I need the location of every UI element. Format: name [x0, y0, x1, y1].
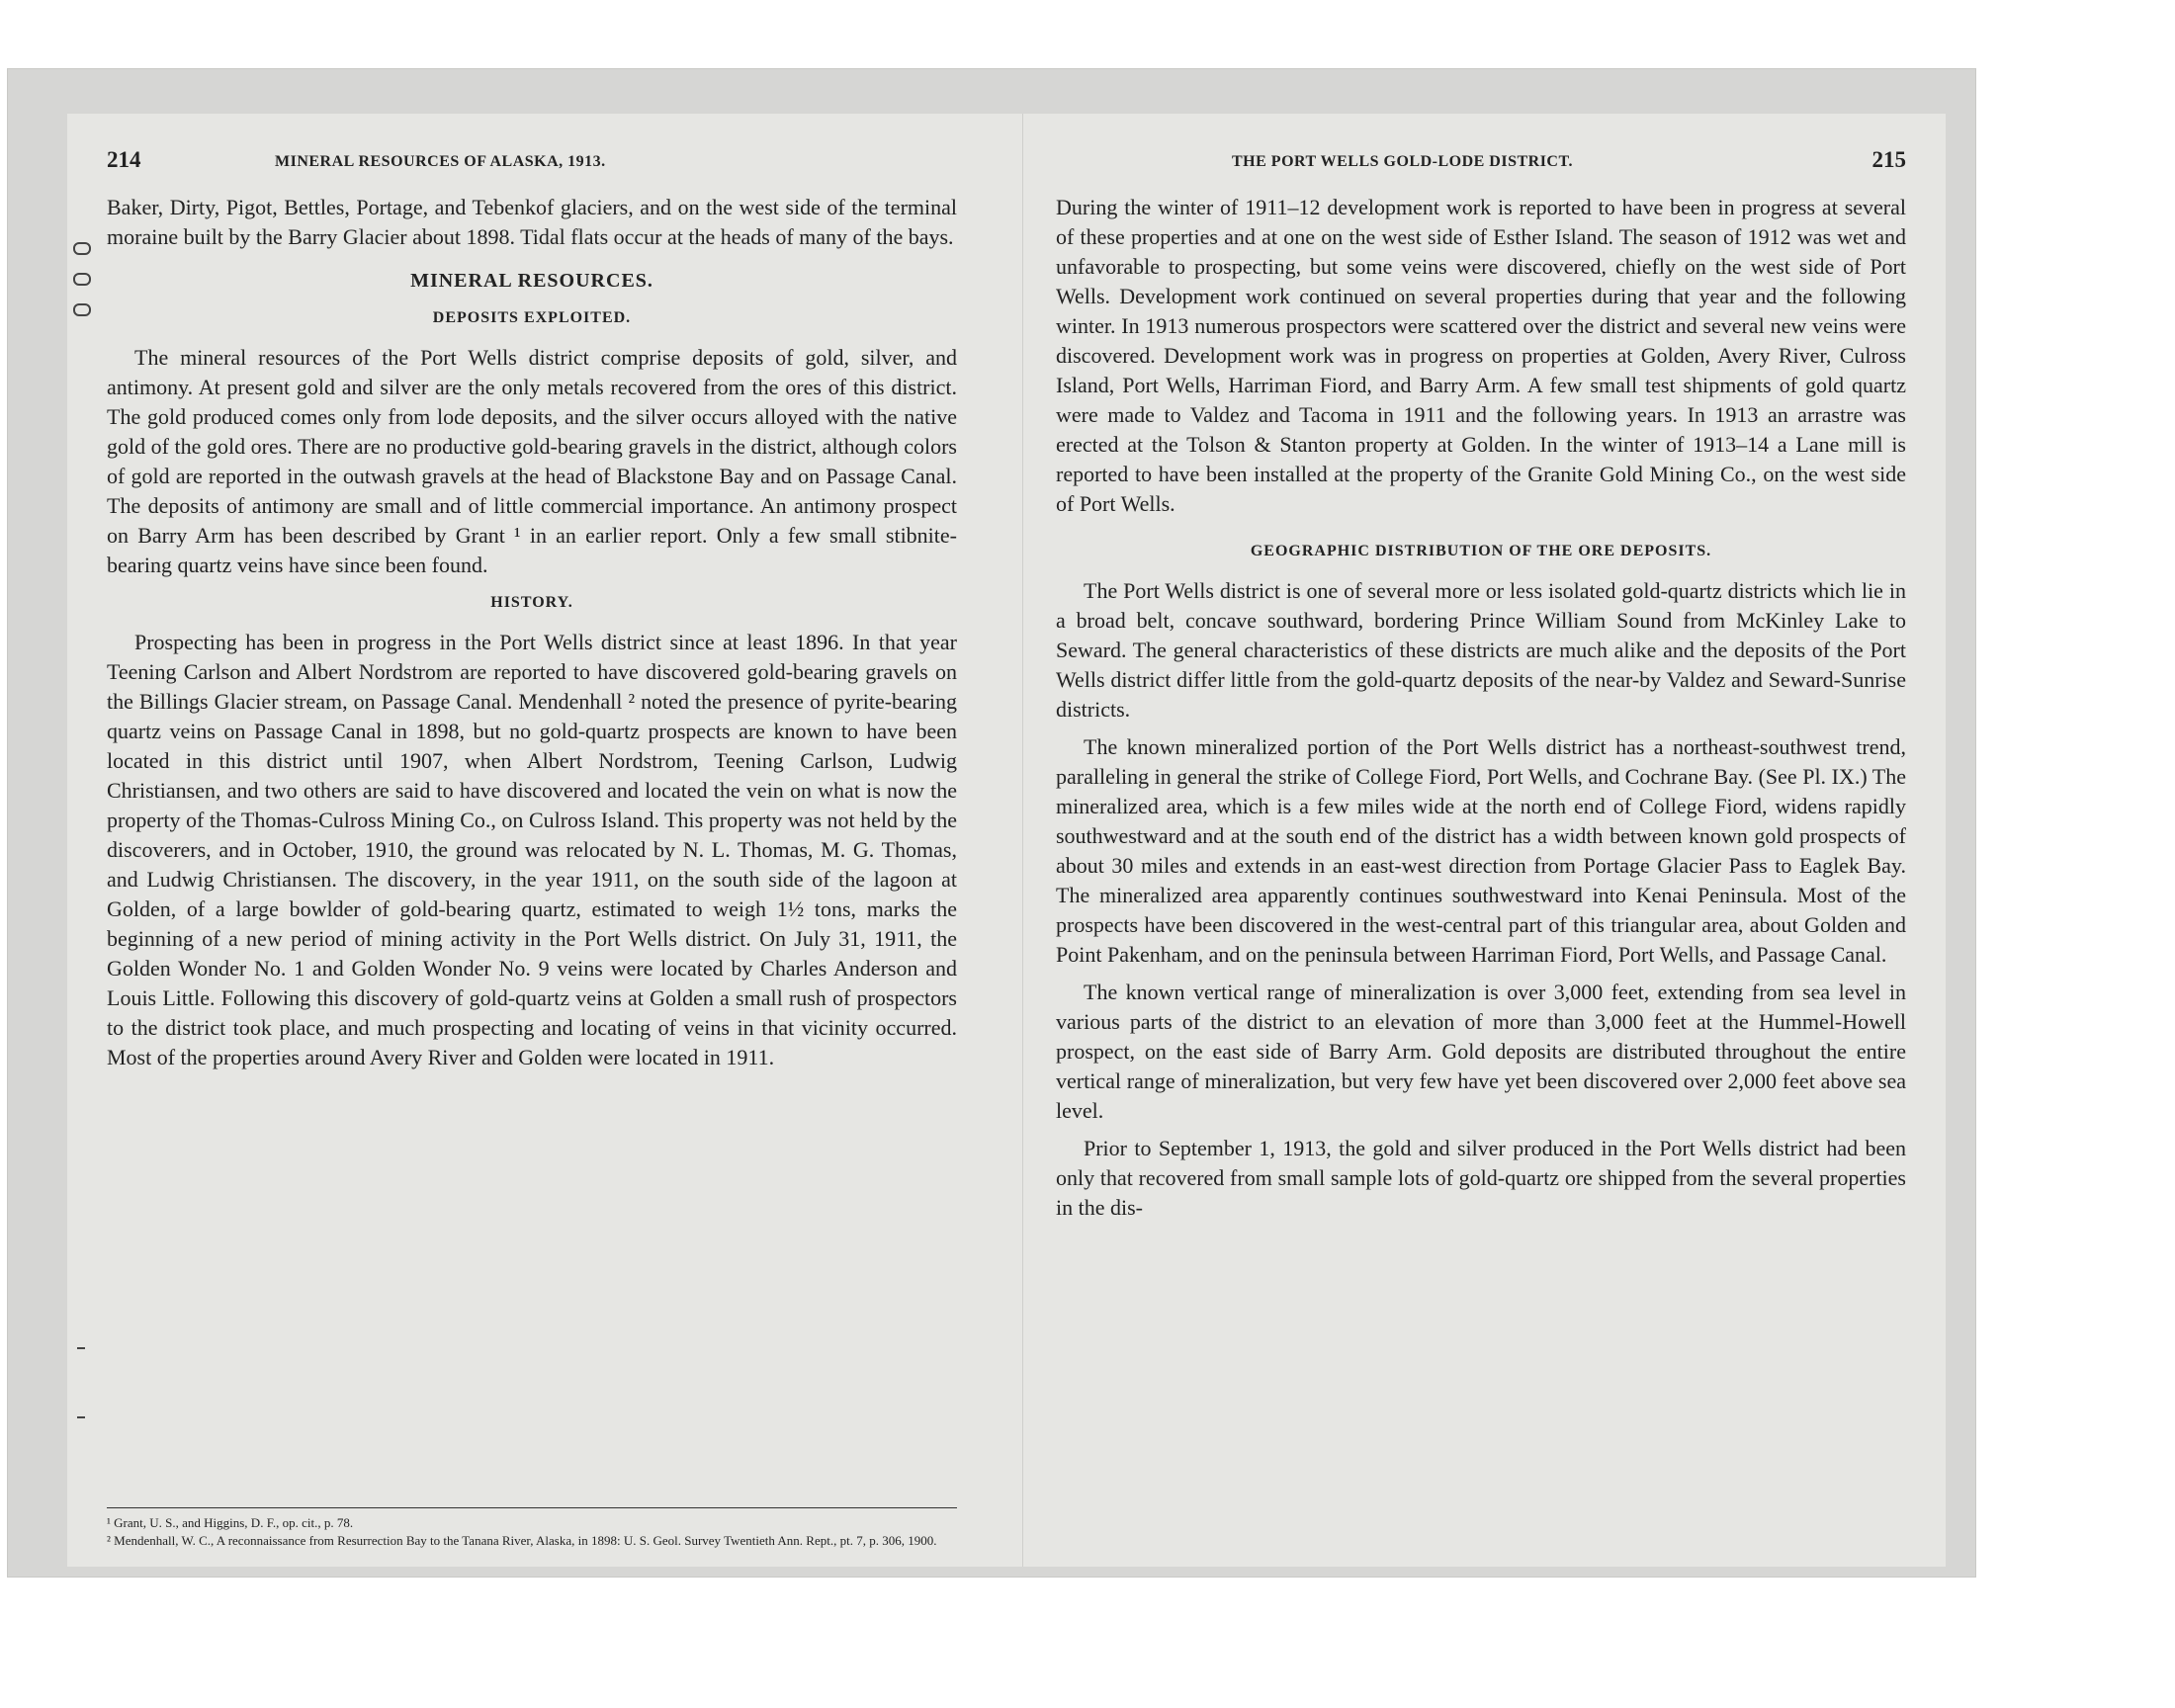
paragraph: Baker, Dirty, Pigot, Bettles, Portage, and Tebenkof glaciers, and on the west side of the terminal moraine built by the Barry Glacier about 1898. Tidal flats occur at the heads of many of the bays. — [107, 195, 957, 249]
left-page-body — [107, 193, 957, 1080]
paragraph: Prior to September 1, 1913, the gold and silver produced in the Port Wells district had been only that recovered from small sample lots of gold-quartz ore shipped from the several properties in the dis- — [1056, 1136, 1906, 1220]
paragraph: The known vertical range of mineralization is over 3,000 feet, extending from sea level in various parts of the district to an elevation of more than 3,000 feet at the Hummel-Howell prospect, on the east side of Barry Arm. Gold deposits are distributed throughout the entire vertical range of mineralization, but very few have yet been discovered over 2,000 feet above sea level. — [1056, 980, 1906, 1123]
paragraph: Prospecting has been in progress in the Port Wells district since at least 1896. In that year Teening Carlson and Albert Nordstrom are reported to have discovered gold-bearing gravels on the Billings Glacier stream, on Passage Canal. Mendenhall ² noted the presence of pyrite-bearing quartz veins on Passage Canal in 1898, but no gold-quartz prospects are known to have been located in this district until 1907, when Albert Nordstrom, Teening Carlson, Ludwig Christiansen, and two others are said to have discovered and located the vein on what is now the property of the Thomas-Culross Mining Co., on Culross Island. This property was not held by the discoverers, and in October, 1910, the ground was relocated by N. L. Thomas, M. G. Thomas, and Ludwig Christiansen. The discovery, in the year 1911, on the south side of the lagoon at Golden, of a large bowlder of gold-bearing quartz, estimated to weigh 1½ tons, marks the beginning of a new period of mining activity in the Port Wells district. On July 31, 1911, the Golden Wonder No. 1 and Golden Wonder No. 9 veins were located by Charles Anderson and Louis Little. Following this discovery of gold-quartz veins at Golden a small rush of prospectors to the district took place, and much prospecting and locating of veins in that vicinity occurred. Most of the properties around Avery River and Golden were located in 1911. — [107, 630, 957, 1069]
footnote: ¹ Grant, U. S., and Higgins, D. F., op. cit., p. 78. — [107, 1515, 354, 1530]
left-page-header — [107, 147, 957, 185]
right-page — [1016, 114, 1946, 1567]
paragraph: During the winter of 1911–12 development work is reported to have been in progress at several of these properties and at one on the west side of Esther Island. The season of 1912 was wet and unfavorable to prospecting, but some veins were discovered, chiefly on the west side of Port Wells. Development work continued on several properties during that year and the following winter. In 1913 numerous prospectors were scattered over the district and several new veins were discovered. Development work was in progress on properties at Golden, Avery River, Culross Island, Port Wells, Harriman Fiord, and Barry Arm. A few small test shipments of gold quartz were made to Valdez and Tacoma in 1911 and the following years. In 1913 an arrastre was erected at the Tolson & Stanton property at Golden. In the winter of 1913–14 a Lane mill is reported to have been installed at the property of the Granite Gold Mining Co., on the west side of Port Wells. — [1056, 195, 1906, 516]
running-head: MINERAL RESOURCES OF ALASKA, 1913. — [275, 153, 606, 170]
book-spread — [67, 114, 1946, 1567]
paragraph: The Port Wells district is one of several more or less isolated gold-quartz districts which lie in a broad belt, concave southward, bordering Prince William Sound from McKinley Lake to Seward. The general characteristics of these districts are much alike and the deposits of the Port Wells district differ little from the gold-quartz deposits of the near-by Valdez and Seward-Sunrise districts. — [1056, 578, 1906, 722]
footnote: ² Mendenhall, W. C., A reconnaissance from Resurrection Bay to the Tanana River, Alaska, in 1898: U. S. Geol. Survey Twentieth Ann. Rept., pt. 7, p. 306, 1900. — [107, 1533, 937, 1548]
margin-dash — [77, 1347, 85, 1349]
page-number: 215 — [1871, 147, 1906, 172]
footnote-rule — [107, 1507, 957, 1508]
paragraph: The mineral resources of the Port Wells district comprise deposits of gold, silver, and antimony. At present gold and silver are the only metals recovered from the ores of this district. The gold produced comes only from lode deposits, and the silver occurs alloyed with the native gold of the gold ores. There are no productive gold-bearing gravels in the district, although colors of gold are reported in the outwash gravels at the head of Blackstone Bay and on Passage Canal. The deposits of antimony are small and of little commercial importance. An antimony prospect on Barry Arm has been described by Grant ¹ in an earlier report. Only a few small stibnite-bearing quartz veins have since been found. — [107, 345, 957, 577]
right-page-body — [1056, 193, 1906, 1231]
subsection-heading: GEOGRAPHIC DISTRIBUTION OF THE ORE DEPOSITS. — [1250, 543, 1712, 559]
scan-frame — [8, 69, 1975, 1577]
left-page — [67, 114, 997, 1567]
section-heading: MINERAL RESOURCES. — [410, 270, 653, 292]
paragraph: The known mineralized portion of the Port Wells district has a northeast-southwest trend, paralleling in general the strike of College Fiord, Port Wells, and Cochrane Bay. (See Pl. IX.) The mineralized area, which is a few miles wide at the north end of College Fiord, widens rapidly southwestward and at the south end of the district has a width between known gold prospects of about 30 miles and extends in an east-west direction from Portage Glacier Pass to Eaglek Bay. The mineralized area apparently continues southwestward into Kenai Peninsula. Most of the prospects have been discovered in the west-central part of this triangular area, about Golden and Point Pakenham, and on the peninsula between Harriman Fiord, Port Wells, and Passage Canal. — [1056, 734, 1906, 967]
right-page-header — [1056, 147, 1906, 185]
subsection-heading: DEPOSITS EXPLOITED. — [432, 309, 632, 326]
page-number: 214 — [107, 147, 141, 172]
running-head: THE PORT WELLS GOLD-LODE DISTRICT. — [1232, 153, 1573, 170]
footnotes — [107, 1507, 957, 1550]
subsection-heading: HISTORY. — [490, 594, 573, 611]
margin-dash — [77, 1416, 85, 1418]
margin-stamp — [73, 242, 91, 400]
